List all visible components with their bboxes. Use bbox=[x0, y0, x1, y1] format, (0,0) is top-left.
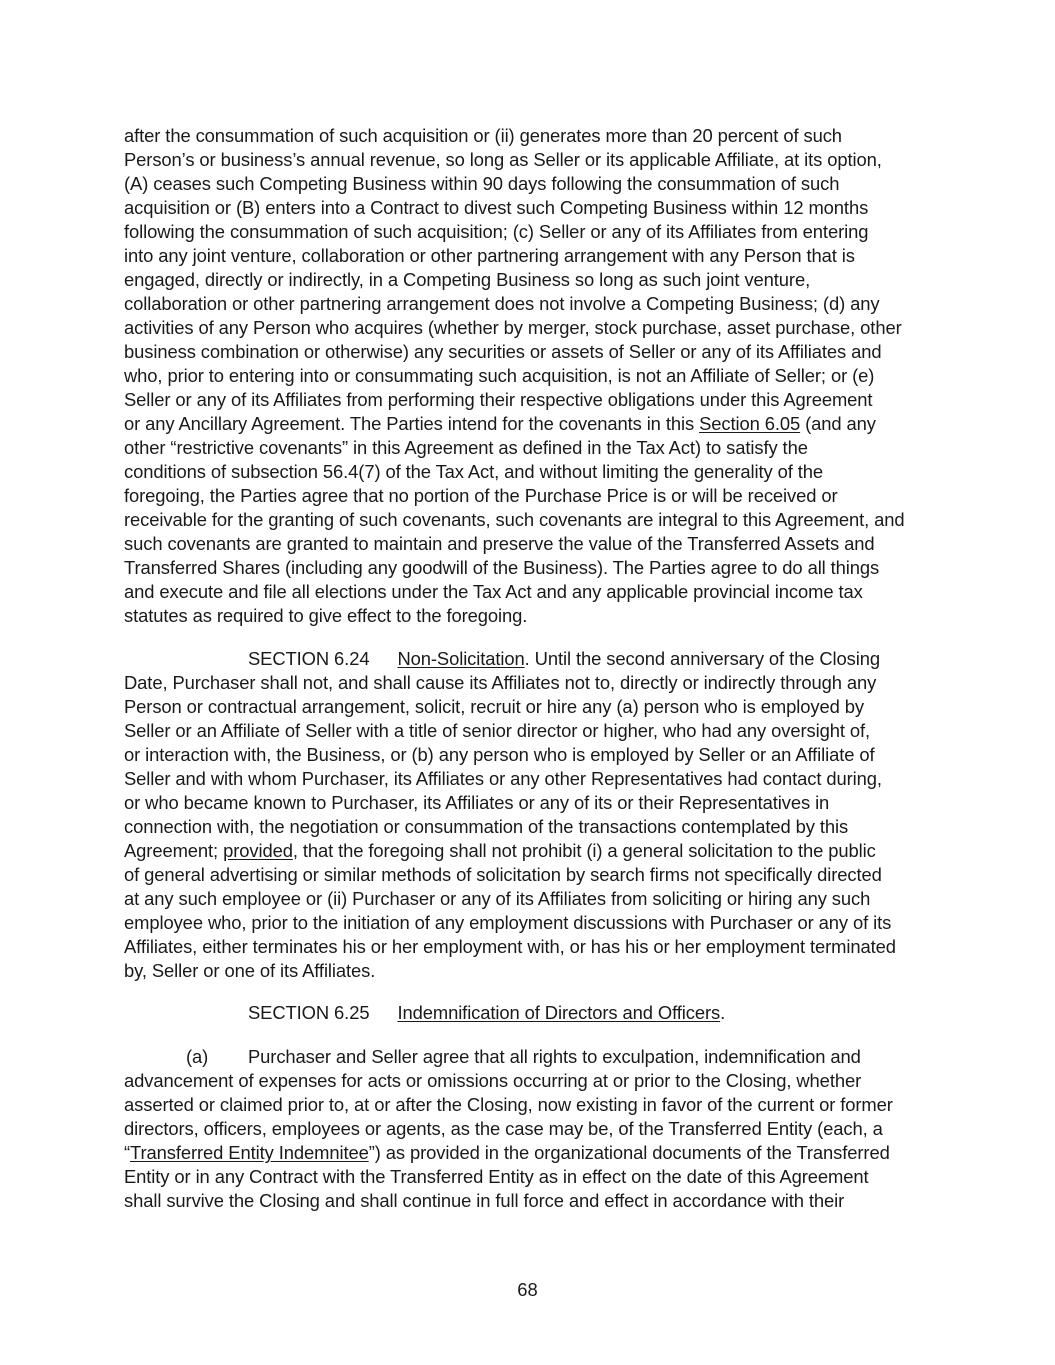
text-line: acquisition or (B) enters into a Contract to divest such Competing Business within 12 months bbox=[124, 197, 869, 218]
text-line bbox=[124, 412, 876, 436]
text-line: into any joint venture, collaboration or other partnering arrangement with any Person that is bbox=[124, 245, 855, 266]
text-line: or who became known to Purchaser, its Affiliates or any of its or their Representatives in bbox=[124, 792, 830, 813]
text-line: and execute and file all elections under the Tax Act and any applicable provincial income tax bbox=[124, 581, 863, 602]
text-line: collaboration or other partnering arrangement does not involve a Competing Business; (d) any bbox=[124, 293, 880, 314]
text-line: such covenants are granted to maintain and preserve the value of the Transferred Assets and bbox=[124, 533, 875, 554]
defined-term: provided bbox=[223, 840, 293, 861]
text-line: by, Seller or one of its Affiliates. bbox=[124, 960, 376, 981]
text-segment: . Until the second anniversary of the Closing bbox=[524, 648, 880, 669]
section-6-25-heading-line bbox=[248, 1001, 725, 1025]
defined-term: Transferred Entity Indemnitee bbox=[130, 1142, 369, 1163]
text-line: (A) ceases such Competing Business within 90 days following the consummation of such bbox=[124, 173, 840, 194]
text-line: business combination or otherwise) any securities or assets of Seller or any of its Affiliates and bbox=[124, 341, 882, 362]
text-line: Transferred Shares (including any goodwill of the Business). The Parties agree to do all things bbox=[124, 557, 880, 578]
text-line: asserted or claimed prior to, at or after the Closing, now existing in favor of the current or former bbox=[124, 1094, 893, 1115]
text-segment: (and any bbox=[800, 413, 876, 434]
page-number: 68 bbox=[517, 1279, 538, 1300]
text-segment: or any Ancillary Agreement. The Parties intend for the covenants in this bbox=[124, 413, 700, 434]
text-line: other “restrictive covenants” in this Agreement as defined in the Tax Act) to satisfy the bbox=[124, 437, 808, 458]
text-line: connection with, the negotiation or consummation of the transactions contemplated by this bbox=[124, 816, 849, 837]
text-line bbox=[124, 839, 876, 863]
text-line: who, prior to entering into or consummating such acquisition, is not an Affiliate of Seller; or (e) bbox=[124, 365, 875, 386]
section-number: SECTION 6.25 bbox=[248, 1002, 370, 1023]
text-line: Entity or in any Contract with the Transferred Entity as in effect on the date of this Agreement bbox=[124, 1166, 869, 1187]
subsection-label: (a) bbox=[186, 1046, 209, 1067]
text-segment: . bbox=[720, 1002, 726, 1023]
text-line: directors, officers, employees or agents, as the case may be, of the Transferred Entity (each, a bbox=[124, 1118, 883, 1139]
text-line: Seller and with whom Purchaser, its Affiliates or any other Representatives had contact during, bbox=[124, 768, 882, 789]
text-line: advancement of expenses for acts or omissions occurring at or prior to the Closing, whether bbox=[124, 1070, 862, 1091]
text-line: activities of any Person who acquires (whether by merger, stock purchase, asset purchase, other bbox=[124, 317, 902, 338]
text-line: engaged, directly or indirectly, in a Competing Business so long as such joint venture, bbox=[124, 269, 811, 290]
text-line: Seller or any of its Affiliates from performing their respective obligations under this Agreement bbox=[124, 389, 873, 410]
section-number: SECTION 6.24 bbox=[248, 648, 370, 669]
text-line: Person or contractual arrangement, solicit, recruit or hire any (a) person who is employed by bbox=[124, 696, 864, 717]
text-segment: ”) as provided in the organizational documents of the Transferred bbox=[368, 1142, 890, 1163]
section-heading: Non-Solicitation bbox=[397, 648, 525, 669]
text-line: after the consummation of such acquisition or (ii) generates more than 20 percent of such bbox=[124, 125, 842, 146]
text-line: following the consummation of such acquisition; (c) Seller or any of its Affiliates from entering bbox=[124, 221, 869, 242]
text-segment: “ bbox=[124, 1142, 131, 1163]
text-line: shall survive the Closing and shall continue in full force and effect in accordance with their bbox=[124, 1190, 845, 1211]
text-line: Affiliates, either terminates his or her employment with, or has his or her employment terminated bbox=[124, 936, 896, 957]
text-line: of general advertising or similar methods of solicitation by search firms not specifically directed bbox=[124, 864, 882, 885]
text-line: at any such employee or (ii) Purchaser or any of its Affiliates from soliciting or hiring any such bbox=[124, 888, 871, 909]
text-line: Purchaser and Seller agree that all rights to exculpation, indemnification and bbox=[248, 1046, 861, 1067]
text-segment: Agreement; bbox=[124, 840, 224, 861]
text-line: receivable for the granting of such covenants, such covenants are integral to this Agreement, and bbox=[124, 509, 905, 530]
text-line: conditions of subsection 56.4(7) of the Tax Act, and without limiting the generality of the bbox=[124, 461, 824, 482]
text-line: foregoing, the Parties agree that no portion of the Purchase Price is or will be received or bbox=[124, 485, 838, 506]
section-heading: Indemnification of Directors and Officers bbox=[397, 1002, 721, 1023]
text-line: employee who, prior to the initiation of any employment discussions with Purchaser or any of its bbox=[124, 912, 892, 933]
text-line: Person’s or business’s annual revenue, so long as Seller or its applicable Affiliate, at its option, bbox=[124, 149, 882, 170]
text-line: Seller or an Affiliate of Seller with a title of senior director or higher, who had any oversight of, bbox=[124, 720, 871, 741]
section-6-24-first-line bbox=[248, 647, 880, 671]
text-line: statutes as required to give effect to the foregoing. bbox=[124, 605, 528, 626]
section-reference-link[interactable]: Section 6.05 bbox=[699, 413, 801, 434]
text-line: or interaction with, the Business, or (b) any person who is employed by Seller or an Affiliate of bbox=[124, 744, 875, 765]
text-line bbox=[124, 1141, 890, 1165]
text-line: Date, Purchaser shall not, and shall cause its Affiliates not to, directly or indirectly through any bbox=[124, 672, 877, 693]
text-segment: , that the foregoing shall not prohibit (i) a general solicitation to the public bbox=[292, 840, 876, 861]
